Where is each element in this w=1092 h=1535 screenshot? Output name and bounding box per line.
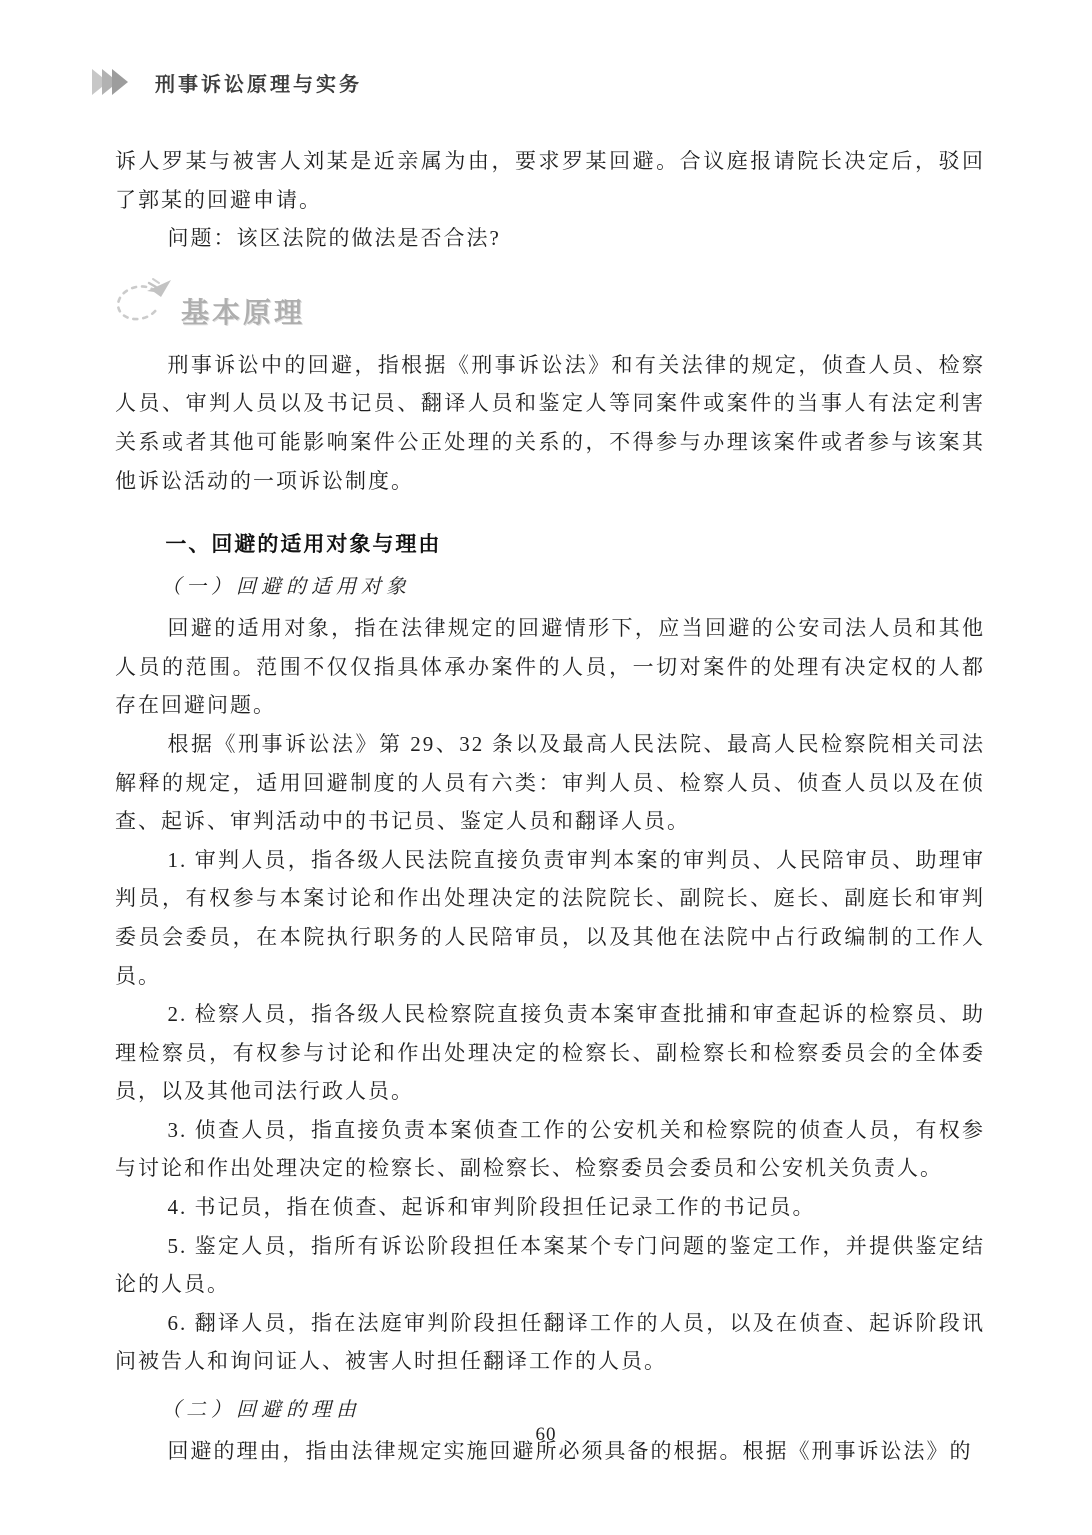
list-item-court-clerk: 4. 书记员，指在侦查、起诉和审判阶段担任记录工作的书记员。 [167, 1195, 816, 1220]
page-body [115, 142, 985, 1471]
section-badge [109, 272, 985, 336]
case-continuation-paragraph: 诉人罗某与被害人刘某是近亲属为由，要求罗某回避。合议庭报请院长决定后，驳回了郭某的回避申请。 [115, 149, 985, 212]
list-item-appraisal-personnel: 5. 鉴定人员，指所有诉讼阶段担任本案某个专门问题的鉴定工作，并提供鉴定结论的人员。 [115, 1233, 985, 1297]
subsection1-paragraph-2: 根据《刑事诉讼法》第 29、32 条以及最高人民法院、最高人民检察院相关司法解释的规定，适用回避制度的人员有六类：审判人员、检察人员、侦查人员以及在侦查、起诉、审判活动中的书记员、鉴定人员和翻译人员。 [115, 731, 985, 834]
section-badge-label: 基本原理 [181, 296, 306, 328]
subsection1-heading: （一）回避的适用对象 [161, 576, 411, 599]
intro-paragraph: 刑事诉讼中的回避，指根据《刑事诉讼法》和有关法律的规定，侦查人员、检察人员、审判人员以及书记员、翻译人员和鉴定人等同案件或案件的当事人有法定利害关系或者其他可能影响案件公正处理的关系的，不得参与办理该案件或者参与该案其他诉讼活动的一项诉讼制度。 [115, 352, 985, 493]
subsection2-paragraph: 回避的理由，指由法律规定实施回避所必须具备的根据。根据《刑事诉讼法》的 [167, 1439, 973, 1464]
section-heading: 一、回避的适用对象与理由 [165, 533, 442, 557]
page-footer [0, 1424, 1092, 1446]
running-head [89, 66, 985, 98]
page-number: 60 [535, 1424, 557, 1445]
dashed-loop-pen-icon [109, 273, 179, 335]
triple-chevron-icon [89, 66, 139, 98]
subsection1-paragraph-1: 回避的适用对象，指在法律规定的回避情形下，应当回避的公安司法人员和其他人员的范围。范围不仅仅指具体承办案件的人员，一切对案件的处理有决定权的人都存在回避问题。 [115, 616, 985, 718]
case-question-line: 问题：该区法院的做法是否合法? [167, 226, 501, 251]
list-item-translation-personnel: 6. 翻译人员，指在法庭审判阶段担任翻译工作的人员，以及在侦查、起诉阶段讯问被告人和询问证人、被害人时担任翻译工作的人员。 [115, 1310, 985, 1374]
list-item-procuratorial-personnel: 2. 检察人员，指各级人民检察院直接负责本案审查批捕和审查起诉的检察员、助理检察员，有权参与讨论和作出处理决定的检察长、副检察长和检察委员会的全体委员，以及其他司法行政人员。 [115, 1002, 985, 1104]
list-item-investigation-personnel: 3. 侦查人员，指直接负责本案侦查工作的公安机关和检察院的侦查人员，有权参与讨论和作出处理决定的检察长、副检察长、检察委员会委员和公安机关负责人。 [115, 1117, 985, 1181]
book-title: 刑事诉讼原理与实务 [155, 73, 362, 96]
list-item-judicial-personnel: 1. 审判人员，指各级人民法院直接负责审判本案的审判员、人民陪审员、助理审判员，有权参与本案讨论和作出处理决定的法院院长、副院长、庭长、副庭长和审判委员会委员，在本院执行职务的人民陪审员，以及其他在法院中占行政编制的工作人员。 [115, 847, 985, 988]
subsection2-heading: （二）回避的理由 [161, 1399, 361, 1422]
